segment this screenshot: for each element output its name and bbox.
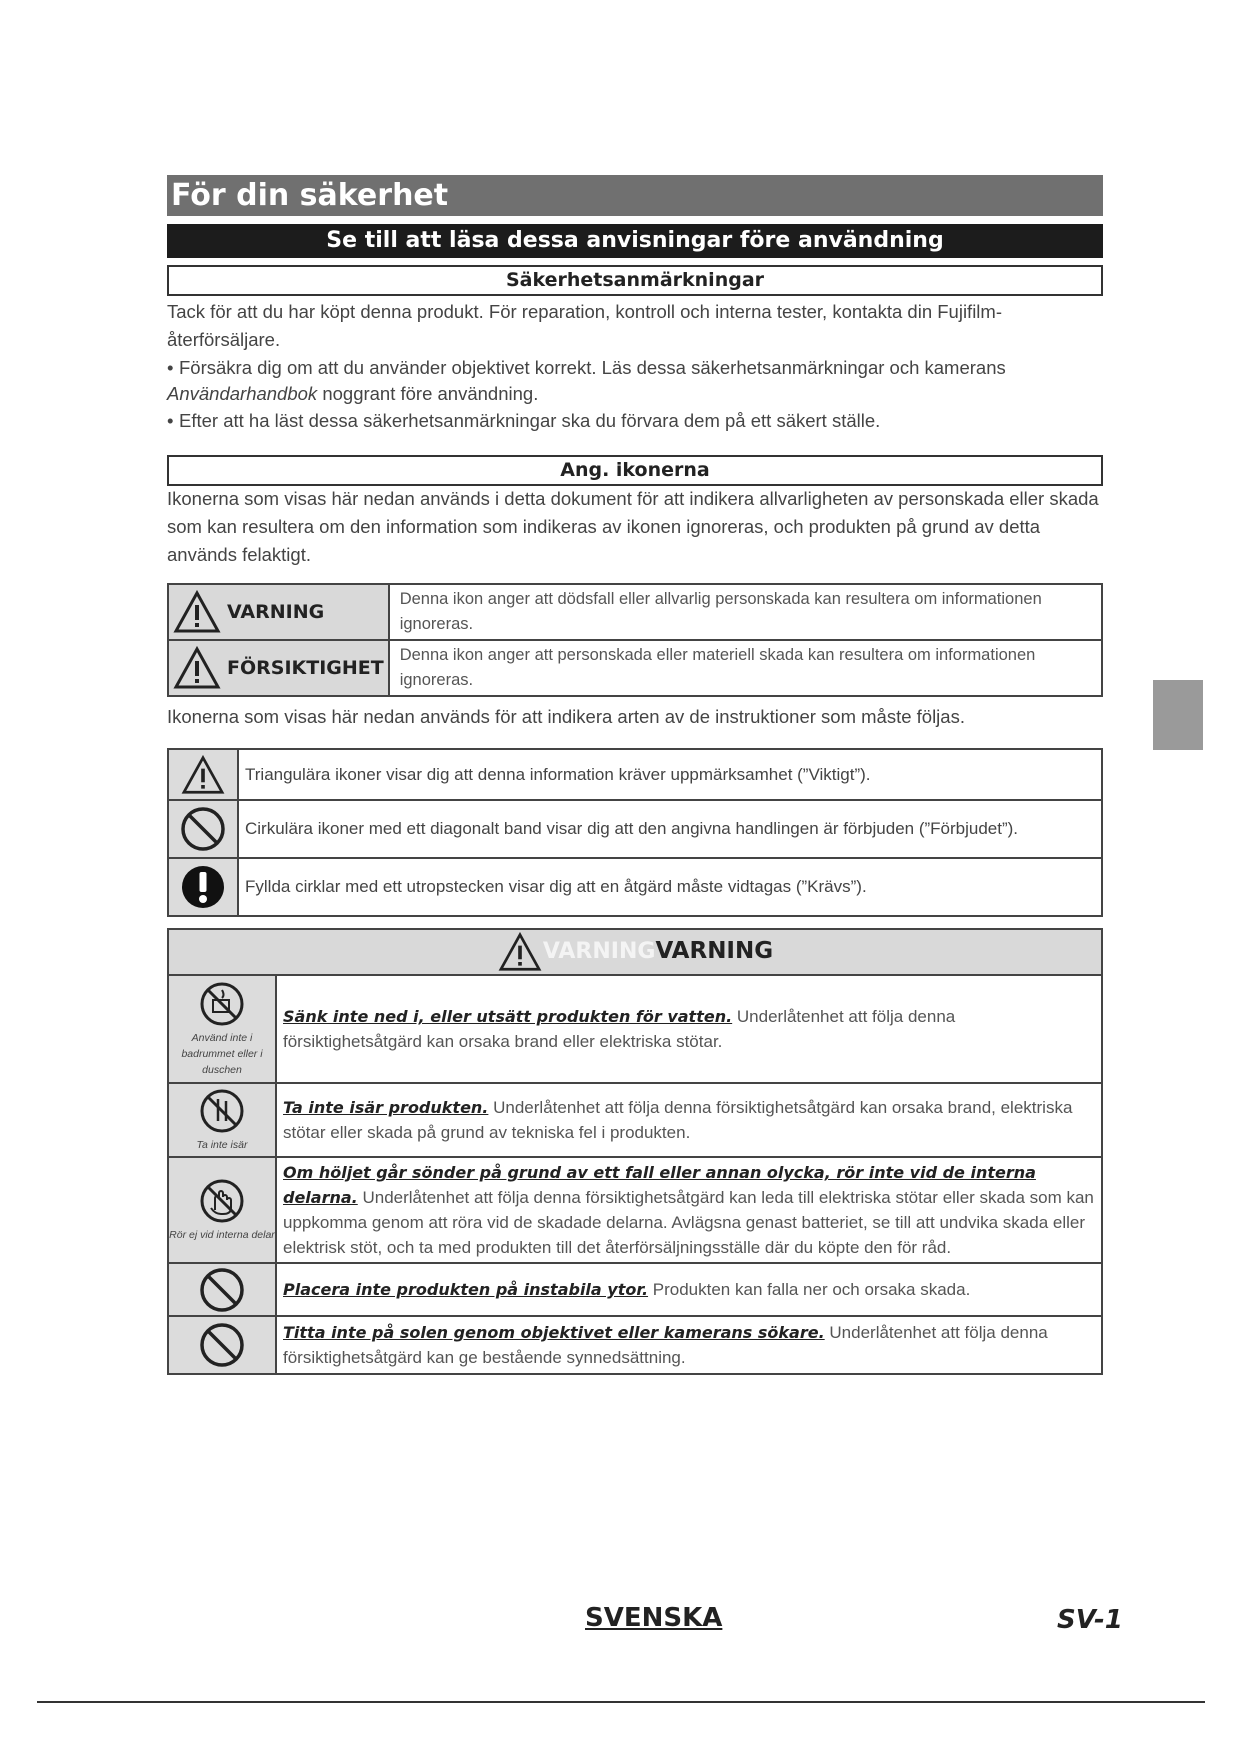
section-tab [1153,680,1203,750]
warning-bold: Titta inte på solen genom objektivet eller kamerans sökare. [283,1323,825,1342]
icon-type-text: Triangulära ikoner visar dig att denna information kräver uppmärksamhet (”Viktigt”). [238,749,1102,800]
icon-type-text: Fyllda cirklar med ett utropstecken visar dig att en åtgärd måste vidtagas (”Krävs”). [238,858,1102,916]
warning-triangle-icon [173,590,221,634]
warning-row [168,1263,1102,1316]
mandatory-exclamation-icon [180,864,226,910]
page-number: SV-1 [1057,1605,1123,1635]
no-water-icon [198,980,246,1028]
severity-table [167,583,1103,697]
severity-label: VARNING [227,601,325,623]
warning-text: Produkten kan falla ner och orsaka skada. [648,1280,971,1299]
severity-text: Denna ikon anger att dödsfall eller allvarlig personskada kan resultera om informationen ignoreras. [389,584,1102,640]
icon-type-text: Cirkulära ikoner med ett diagonalt band visar dig att den angivna handlingen är förbjuden (”Förbjudet”). [238,800,1102,858]
warning-row [168,1083,1102,1157]
warning-table-header [168,929,1102,975]
warning-row [168,975,1102,1083]
warning-triangle-icon [497,932,543,972]
prohibited-circle-icon [180,806,226,852]
warning-bold: Ta inte isär produkten. [283,1098,489,1117]
severity-row-warning [168,584,1102,640]
icon-caption: Använd inte i badrummet eller i duschen [181,1032,263,1076]
prohibited-circle-icon [199,1322,245,1368]
warning-row [168,1157,1102,1263]
icon-types-table [167,748,1103,917]
bullet-use-correctly: • Försäkra dig om att du använder objektivet korrekt. Läs dessa säkerhetsanmärkningar och kamerans Användarhandbok noggrant före användning. [167,357,1006,404]
warning-bold: Sänk inte ned i, eller utsätt produkten för vatten. [283,1007,733,1026]
safety-intro: Tack för att du har köpt denna produkt. För reparation, kontroll och interna tester, kontakta din Fujifilm-återförsäljare. [167,301,1002,350]
warning-table [167,928,1103,1375]
safety-notes-heading: Säkerhetsanmärkningar [167,265,1103,296]
no-disassemble-icon [198,1087,246,1135]
footer-language: SVENSKA [585,1603,723,1633]
icons-heading: Ang. ikonerna [167,455,1103,486]
severity-label: FÖRSIKTIGHET [227,657,384,679]
bullet-dot: • [167,410,174,431]
footer-rule [37,1701,1205,1703]
severity-row-caution [168,640,1102,696]
no-touch-icon [198,1177,246,1225]
icon-type-row [168,749,1102,800]
icon-caption: Rör ej vid interna delar [169,1229,275,1241]
prohibited-circle-icon [199,1267,245,1313]
severity-text: Denna ikon anger att personskada eller materiell skada kan resultera om informationen ignoreras. [389,640,1102,696]
icons-intro: Ikonerna som visas här nedan används i detta dokument för att indikera allvarligheten av personskada eller skada som kan resultera om den information som indikeras av ikonen ignoreras, och produkten på grund av detta används felaktigt. [167,488,1099,565]
warning-header-label: VARNING [655,938,774,965]
warning-triangle-icon [181,755,225,795]
bullet-keep-safe: • Efter att ha läst dessa säkerhetsanmärkningar ska du förvara dem på ett säkert ställe. [167,408,1103,434]
warning-text: Underlåtenhet att följa denna försiktighetsåtgärd kan leda till elektriska stötar eller skada som kan uppkomma genom att röra vid de skadade delarna. Avlägsna genast batteriet, se till att undvika skada eller elektrisk stöt, och ta med produkten till det återförsäljningsställe där du köpte den för råd. [283,1188,1094,1257]
bullet-dot: • [167,357,174,378]
warning-text: Underlåtenhet att följa denna försiktighetsåtgärd kan ge bestående synnedsättning. [283,1323,1048,1367]
warning-bold: Om höljet går sönder på grund av ett fall eller annan olycka, rör inte vid de interna delarna. [283,1163,1036,1207]
icon-types-intro: Ikonerna som visas här nedan används för att indikera arten av de instruktioner som måste följas. [167,706,965,727]
warning-header-shadow-text: VARNING [542,939,656,965]
read-before-use-banner: Se till att läsa dessa anvisningar före användning [167,224,1103,258]
icon-type-row [168,858,1102,916]
warning-row [168,1316,1102,1374]
warning-text: Underlåtenhet att följa denna försiktighetsåtgärd kan orsaka brand eller elektriska stötar. [283,1007,956,1051]
page-title: För din säkerhet [167,175,1103,216]
warning-bold: Placera inte produkten på instabila ytor. [283,1280,649,1299]
caution-triangle-icon [173,646,221,690]
icon-type-row [168,800,1102,858]
warning-text: Underlåtenhet att följa denna försiktighetsåtgärd kan orsaka brand, elektriska stötar eller skada på grund av tekniska fel i produkten. [283,1098,1073,1142]
icon-caption: Ta inte isär [196,1139,248,1151]
